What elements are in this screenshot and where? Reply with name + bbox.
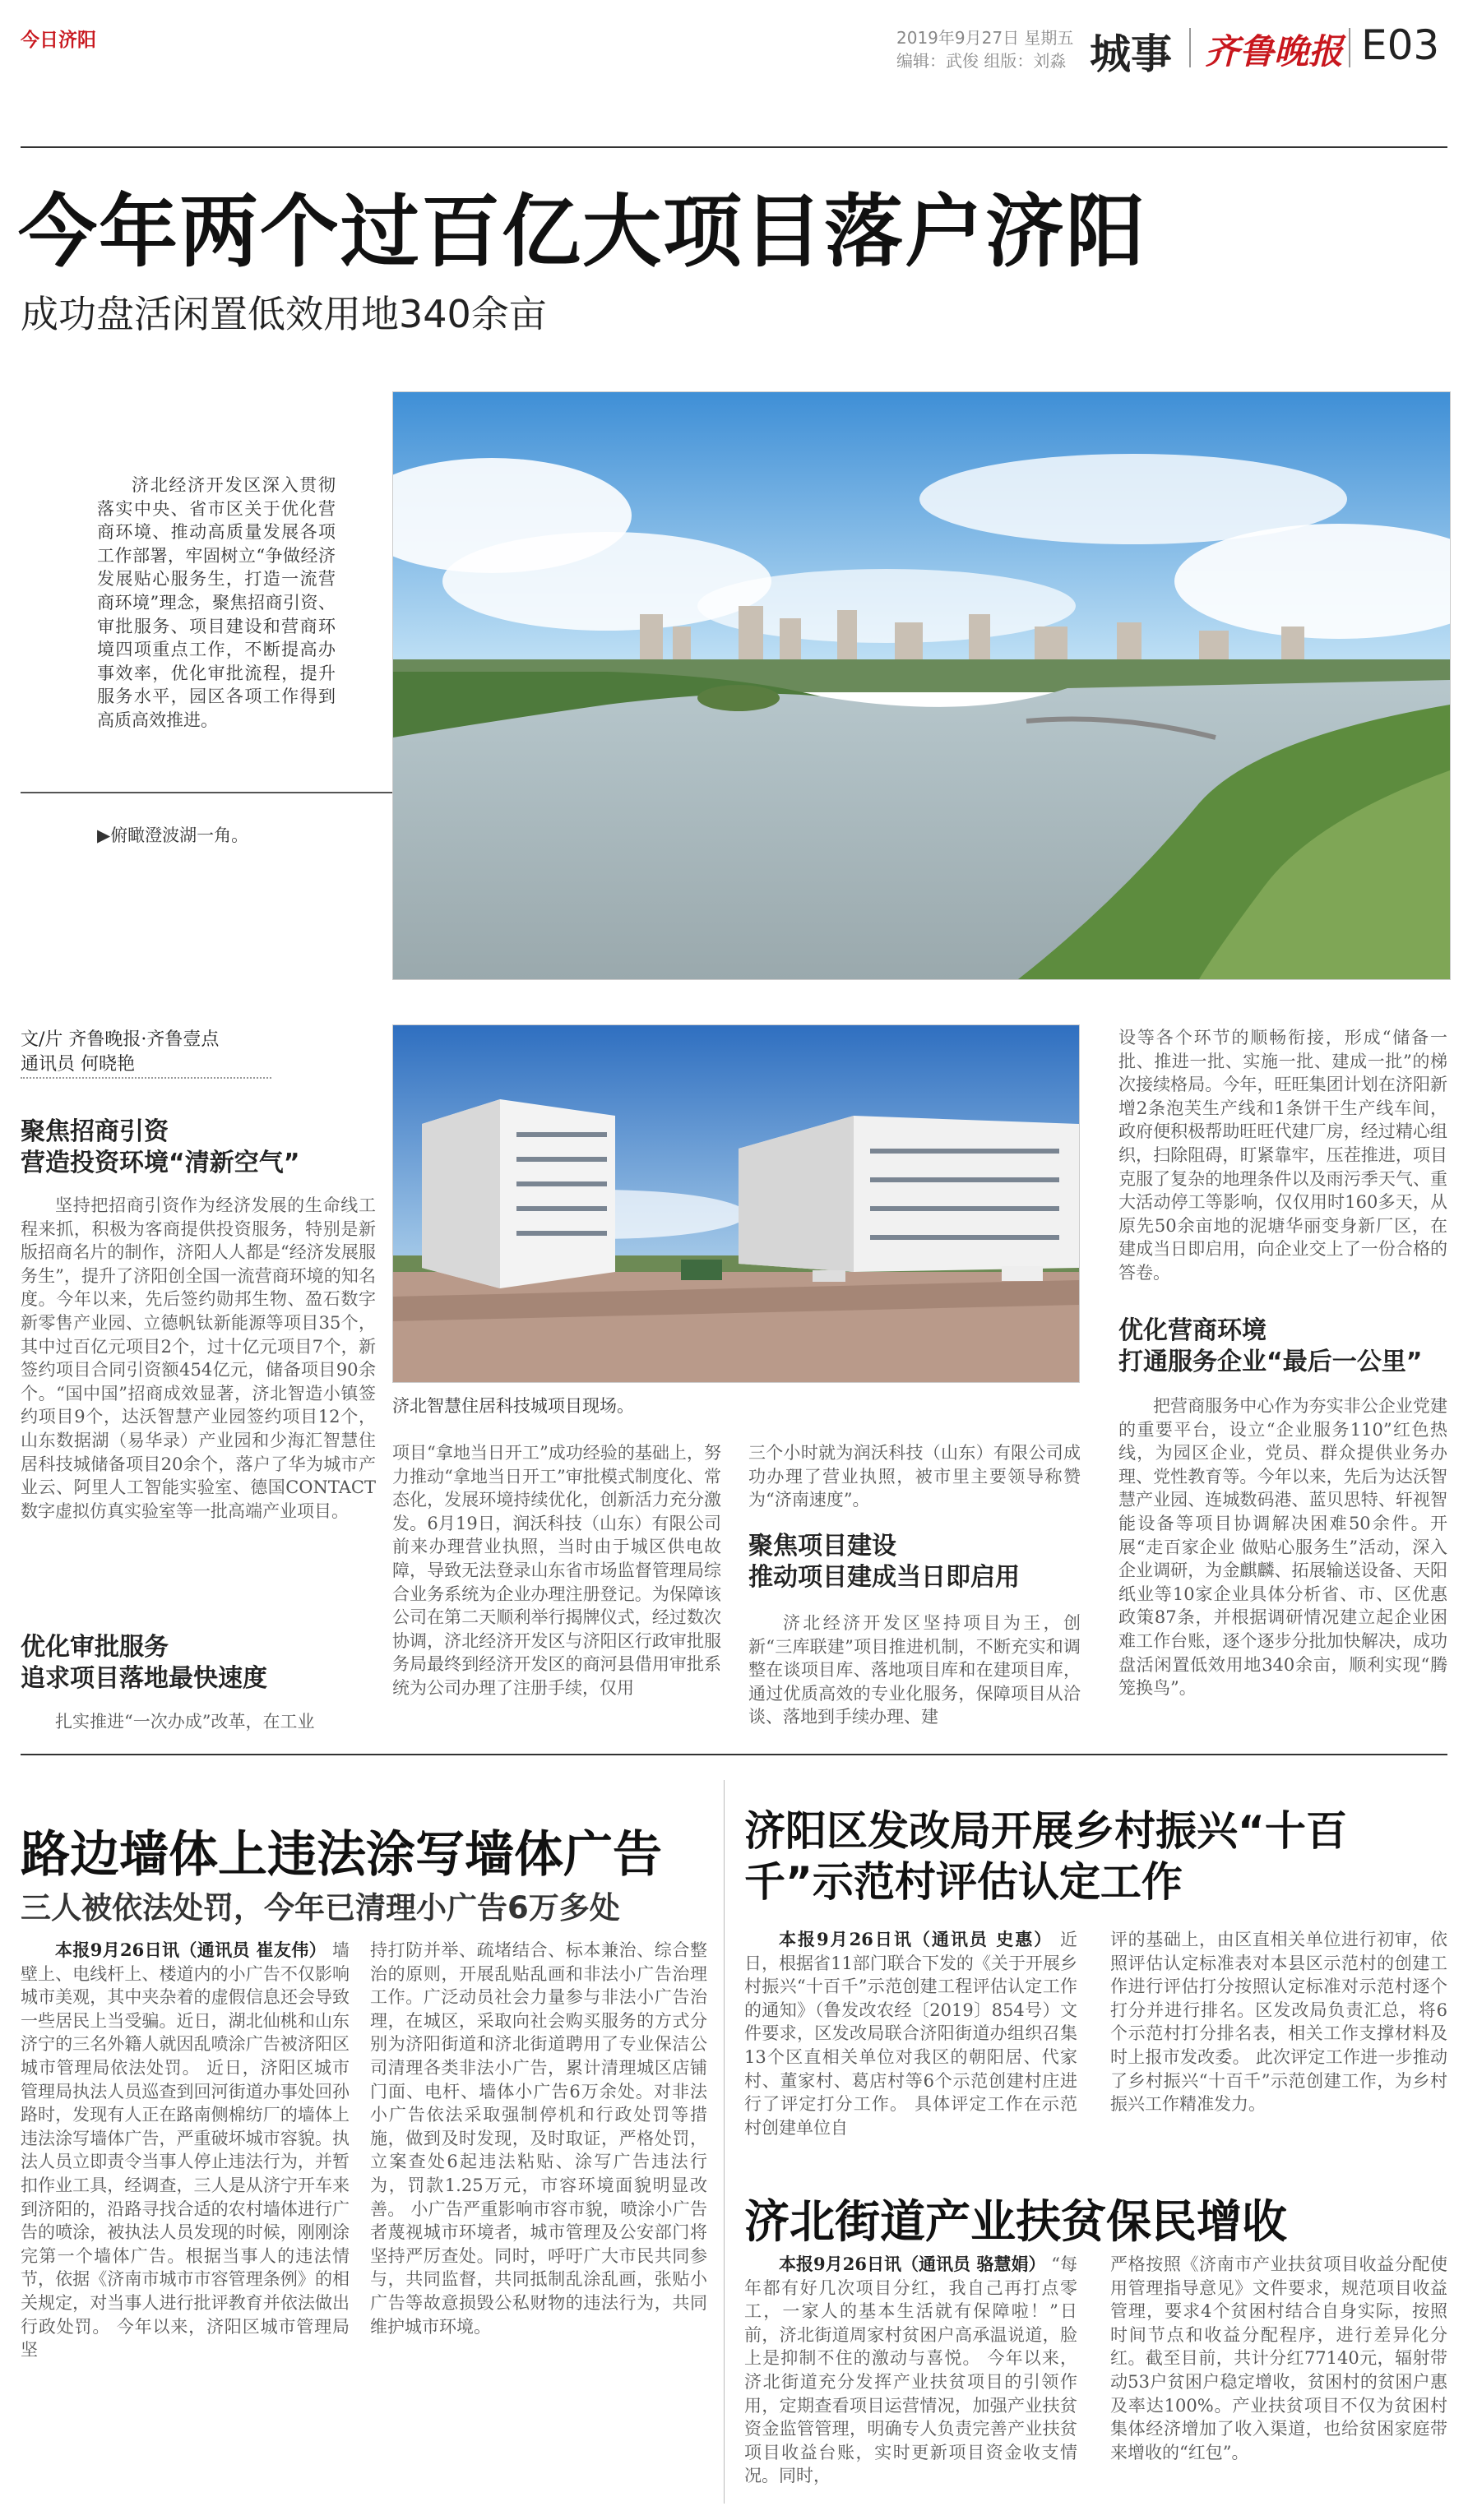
paper-logo: 齐鲁晚报 — [1205, 31, 1344, 72]
building-photo — [392, 1024, 1080, 1383]
story1-lead: 济北经济开发区深入贯彻落实中央、省市区关于优化营商环境、推动高质量发展各项工作部署，牢固树立“争做经济发展贴心服务生，打造一流营商环境”理念，聚焦招商引资、审批服务、项目建设和营商环境四项重点工作，不断提高办事效率，优化审批流程，提升服务水平，园区各项工作得到高质高效推进。 — [97, 475, 336, 730]
byline-rule — [21, 1077, 271, 1079]
story1-subhead-4: 优化营商环境 打通服务企业“最后一公里” — [1118, 1316, 1423, 1376]
story2-column-2: 持打防并举、疏堵结合、标本兼治、综合整治的原则，开展乱贴乱画和非法小广告治理工作。广泛动员社会力量参与非法小广告治理，在城区，采取向社会购买服务的方式分别为济阳街道和济北街道聘用了专业保洁公司清理各类非法小广告，累计清理城区店铺门面、电杆、墙体小广告6万余处。对非法小广告依法采取强制停机和行政处罚等措施，做到及时发现，及时取证，严格处罚，立案查处6起违法粘贴、涂写广告违法行为，罚款1.25万元，市容环境面貌明显改善。 小广告严重影响市容市貌，喷涂小广告者蔑视城市环境者，城市管理及公安部门将坚持严厉查处。同时，呼吁广大市民共同参与，共同监督，共同抵制乱涂乱画，张贴小广告等故意损毁公私财物的违法行为，共同维护城市环境。 — [370, 1940, 707, 2337]
byline-2: 通讯员 何晓艳 — [21, 1054, 135, 1075]
story2-subheadline: 三人被依法处罚，今年已清理小广告6万多处 — [21, 1890, 620, 1926]
story4-headline: 济北街道产业扶贫保民增收 — [744, 2195, 1288, 2248]
divider-2 — [1349, 28, 1350, 67]
story4-column-1: 本报9月26日讯（通讯员 骆慧娟） “每年都有好几次项目分红，我自己再打点零工，一家人的基本生活就有保障啦！”日前，济北街道周家村贫困户高承温说道，脸上是抑制不住的激动与喜悦。 今年以来，济北街道充分发挥产业扶贫项目的引领作用，定期查看项目运营情况，加强产业扶贫资金监管管理，明确专人负责完善产业扶贫项目收益台账，实时更新项目资金收支情况。同时， — [744, 2254, 1077, 2486]
photo1-caption: ▶俯瞰澄波湖一角。 — [97, 825, 249, 845]
vertical-rule — [724, 1780, 725, 2504]
story1-subheadline: 成功盘活闲置低效用地340余亩 — [21, 292, 547, 336]
story3-column-2: 评的基础上，由区直相关单位进行初审，依照评估认定标准表对本县区示范村的创建工作进行评估打分按照认定标准对示范村逐个打分并进行排名。区发改局负责汇总，将6个示范村打分排名表，相关工作支撑材料及时上报市发改委。 此次评定工作进一步推动了乡村振兴“十百千”示范创建工作，为乡村振兴工作精准发力。 — [1110, 1930, 1447, 2115]
photo2-caption: 济北智慧住居科技城项目现场。 — [392, 1396, 634, 1416]
story1-subhead-3: 聚焦项目建设 推动项目建成当日即启用 — [748, 1532, 1020, 1592]
story1-column-1: 坚持把招商引资作为经济发展的生命线工程来抓，积极为客商提供投资服务，特别是新版招商名片的制作，济阳人人都是“经济发展服务生”，提升了济阳创全国一流营商环境的知名度。今年以来，先后签约勋邦生物、盈石数字新零售产业园、立德帆钛新能源等项目35个，其中过百亿元项目2个，过十亿元项目7个，新签约项目合同引资额454亿元，储备项目90余个。“国中国”招商成效显著，济北智造小镇签约项目9个，达沃智慧产业园签约项目12个，山东数据湖（易华录）产业园和少海汇智慧住居科技城储备项目20余个，落户了华为城市产业云、阿里人工智能实验室、德国CONTACT数字虚拟仿真实验室等一批高端产业项目。 — [21, 1195, 376, 1521]
story1-headline: 今年两个过百亿大项目落户济阳 — [18, 186, 1146, 278]
story1-column-2: 项目“拿地当日开工”成功经验的基础上，努力推动“拿地当日开工”审批模式制度化、常态化，发展环境持续优化，创新活力充分激发。6月19日，润沃科技（山东）有限公司前来办理营业执照，当时由于城区供电故障，导致无法登录山东省市场监督管理局综合业务系统为企业办理注册登记。为保障该公司在第二天顺利举行揭牌仪式，经过数次协调，济北经济开发区与济阳区行政审批服务局最终到经济开发区的商河县借用审批系统为公司办理了注册手续，仅用 — [392, 1443, 721, 1698]
section-label: 今日济阳 — [21, 30, 96, 51]
story3-column-1: 本报9月26日讯（通讯员 史惠） 近日，根据省11部门联合下发的《关于开展乡村振兴“十百千”示范创建工程评估认定工作的通知》（鲁发改农经〔2019〕854号）文件要求，区发改局联合济阳街道办组织召集13个区直相关单位对我区的朝阳居、代家村、董家村、葛店村等6个示范创建村庄进行了评定打分工作。 具体评定工作在示范村创建单位自 — [744, 1929, 1077, 2138]
story1-column-4b: 把营商服务中心作为夯实非公企业党建的重要平台，设立“企业服务110”红色热线，为园区企业，党员、群众提供业务办理、党性教育等。今年以来，先后为达沃智慧产业园、连城数码港、蓝贝思特、轩视智能设备等项目协调解决困难50余件。开展“走百家企业 做贴心服务生”活动，深入企业调研，为金麒麟、拓展输送设备、天阳纸业等10家企业具体分析省、市、区优惠政策87条，并根据调研情况建立起企业困难工作台账，逐个逐步分批加快解决，成功盘活闲置低效用地340余亩，顺利实现“腾笼换鸟”。 — [1118, 1396, 1447, 1699]
story1-column-4a: 设等各个环节的顺畅衔接，形成“储备一批、推进一批、实施一批、建成一批”的梯次接续格局。今年，旺旺集团计划在济阳新增2条泡芙生产线和1条饼干生产线车间，政府便积极帮助旺旺代建厂房，经过精心组织，扫除阻碍，盯紧靠牢，压茬推进，项目克服了复杂的地理条件以及雨污季天气、重大活动停工等影响，仅仅用时160多天，从原先50余亩地的泥塘华丽变身新厂区，在建成当日即启用，向企业交上了一份合格的答卷。 — [1118, 1028, 1447, 1283]
byline-1: 文/片 齐鲁晚报·齐鲁壹点 — [21, 1029, 220, 1050]
issue-date: 2019年9月27日 星期五 — [896, 28, 1074, 48]
story1-subhead-1: 聚焦招商引资 营造投资环境“清新空气” — [21, 1117, 300, 1177]
story1-subhead-2: 优化审批服务 追求项目落地最快速度 — [21, 1633, 267, 1693]
story2-column-1: 本报9月26日讯（通讯员 崔友伟） 墙壁上、电线杆上、楼道内的小广告不仅影响城市美观，其中夹杂着的虚假信息还会导致一些居民上当受骗。近日，湖北仙桃和山东济宁的三名外籍人就因乱喷涂广告被济阳区城市管理局依法处罚。 近日，济阳区城市管理局执法人员巡查到回河街道办事处回孙路时，发现有人正在路南侧棉纺厂的墙体上违法涂写墙体广告，严重破坏城市容貌。执法人员立即责令当事人停止违法行为，并暂扣作业工具，经调查，三人是从济宁开车来到济阳的，沿路寻找合适的农村墙体进行广告的喷涂，被执法人员发现的时候，刚刚涂完第一个墙体广告。根据当事人的违法情节，依据《济南市城市市容管理条例》的相关规定，对当事人进行批评教育并依法做出行政处罚。 今年以来，济阳区城市管理局坚 — [21, 1940, 350, 2360]
story1-column-1b: 扎实推进“一次办成”改革，在工业 — [55, 1712, 315, 1732]
story1-column-3: 三个小时就为润沃科技（山东）有限公司成功办理了营业执照，被市里主要领导称赞为“济南速度”。 — [748, 1443, 1081, 1510]
lead-rule — [21, 792, 392, 793]
lake-photo — [392, 391, 1451, 980]
story4-column-2: 严格按照《济南市产业扶贫项目收益分配使用管理指导意见》文件要求，规范项目收益管理，要求4个贫困村结合自身实际，按照时间节点和收益分配程序，进行差异化分红。截至目前，共计分红77140元，辐射带动53户贫困户稳定增收，贫困村的贫困户惠及率达100%。产业扶贫项目不仅为贫困村集体经济增加了收入渠道，也给贫困家庭带来增收的“红包”。 — [1110, 2254, 1447, 2462]
page-number: E03 — [1361, 21, 1440, 69]
story2-headline: 路边墙体上违法涂写墙体广告 — [21, 1826, 662, 1884]
mid-rule — [21, 1754, 1447, 1755]
column-name: 城事 — [1090, 30, 1172, 78]
editors-credit: 编辑：武俊 组版：刘淼 — [896, 51, 1067, 71]
story3-headline: 济阳区发改局开展乡村振兴“十百千”示范村评估认定工作 — [744, 1807, 1347, 1906]
divider-1 — [1189, 28, 1191, 67]
header-rule — [21, 146, 1447, 148]
story1-column-3b: 济北经济开发区坚持项目为王，创新“三库联建”项目推进机制，不断充实和调整在谈项目库、落地项目库和在建项目库，通过优质高效的专业化服务，保障项目从洽谈、落地到手续办理、建 — [748, 1613, 1081, 1727]
